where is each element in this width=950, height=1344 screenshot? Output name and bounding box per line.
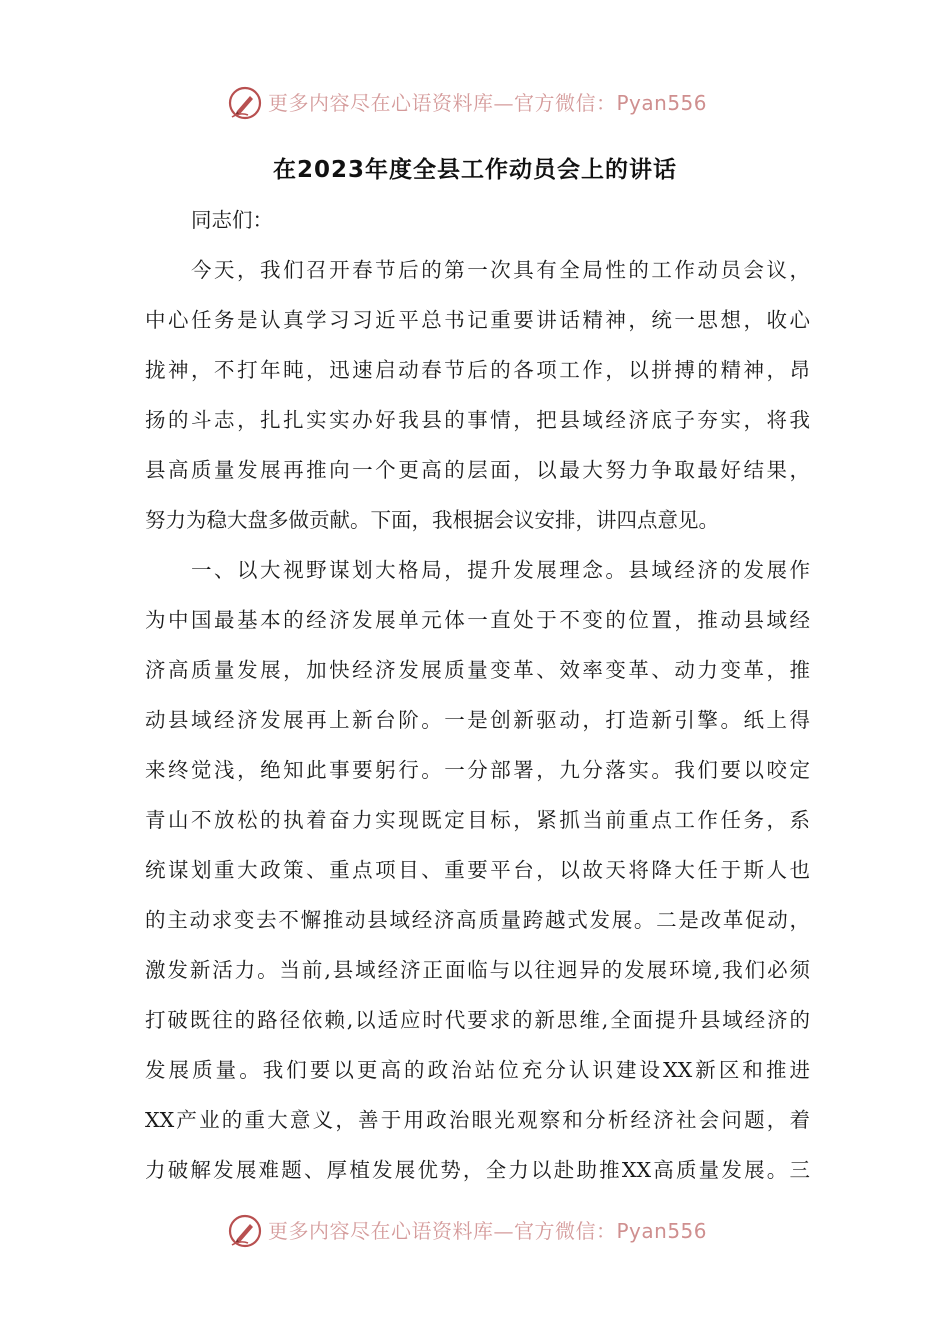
document-title: 在2023年度全县工作动员会上的讲话 bbox=[272, 157, 677, 183]
watermark-text bbox=[268, 1216, 707, 1246]
body-line: 力破解发展难题、厚植发展优势，全力以赴助推XX高质量发展。三 bbox=[145, 1158, 810, 1182]
body-line: 扬的斗志，扎扎实实办好我县的事情，把县域经济底子夯实，将我 bbox=[145, 408, 810, 432]
watermark-text bbox=[268, 88, 707, 118]
body-line: 中心任务是认真学习习近平总书记重要讲话精神，统一思想，收心 bbox=[145, 308, 810, 332]
footer-watermark-banner bbox=[0, 1210, 950, 1254]
watermark-label: 更多内容尽在心语资料库—官方微信： bbox=[268, 91, 617, 115]
watermark-wechat-id: Pyan556 bbox=[616, 1219, 708, 1243]
body-line: 统谋划重大政策、重点项目、重要平台，以故天将降大任于斯人也 bbox=[145, 858, 810, 882]
body-line: 拢神，不打年盹，迅速启动春节后的各项工作，以拼搏的精神，昂 bbox=[145, 358, 810, 382]
pen-logo-icon bbox=[226, 1212, 264, 1250]
body-line: 青山不放松的执着奋力实现既定目标，紧抓当前重点工作任务，系 bbox=[145, 808, 810, 832]
greeting: 同志们： bbox=[191, 208, 273, 232]
body-line: 打破既往的路径依赖,以适应时代要求的新思维,全面提升县域经济的 bbox=[145, 1008, 810, 1032]
body-line: 发展质量。我们要以更高的政治站位充分认识建设XX新区和推进 bbox=[145, 1058, 810, 1082]
body-line: 来终觉浅，绝知此事要躬行。一分部署，九分落实。我们要以咬定 bbox=[145, 758, 810, 782]
pen-logo-icon bbox=[226, 84, 264, 122]
body-line: 县高质量发展再推向一个更高的层面，以最大努力争取最好结果， bbox=[145, 458, 810, 482]
body-line: 的主动求变去不懈推动县域经济高质量跨越式发展。二是改革促动， bbox=[145, 908, 810, 932]
body-line: XX产业的重大意义，善于用政治眼光观察和分析经济社会问题，着 bbox=[145, 1108, 810, 1132]
body-line: 今天，我们召开春节后的第一次具有全局性的工作动员会议， bbox=[191, 258, 810, 282]
body-line: 一、以大视野谋划大格局，提升发展理念。县域经济的发展作 bbox=[191, 558, 810, 582]
watermark-label: 更多内容尽在心语资料库—官方微信： bbox=[268, 1219, 617, 1243]
body-line: 为中国最基本的经济发展单元体一直处于不变的位置，推动县域经 bbox=[145, 608, 810, 632]
body-line: 激发新活力。当前,县域经济正面临与以往迥异的发展环境,我们必须 bbox=[145, 958, 810, 982]
header-watermark-banner bbox=[0, 82, 950, 126]
body-line: 努力为稳大盘多做贡献。下面，我根据会议安排，讲四点意见。 bbox=[145, 508, 719, 532]
body-line: 动县域经济发展再上新台阶。一是创新驱动，打造新引擎。纸上得 bbox=[145, 708, 810, 732]
body-line: 济高质量发展，加快经济发展质量变革、效率变革、动力变革，推 bbox=[145, 658, 810, 682]
watermark-wechat-id: Pyan556 bbox=[616, 91, 708, 115]
